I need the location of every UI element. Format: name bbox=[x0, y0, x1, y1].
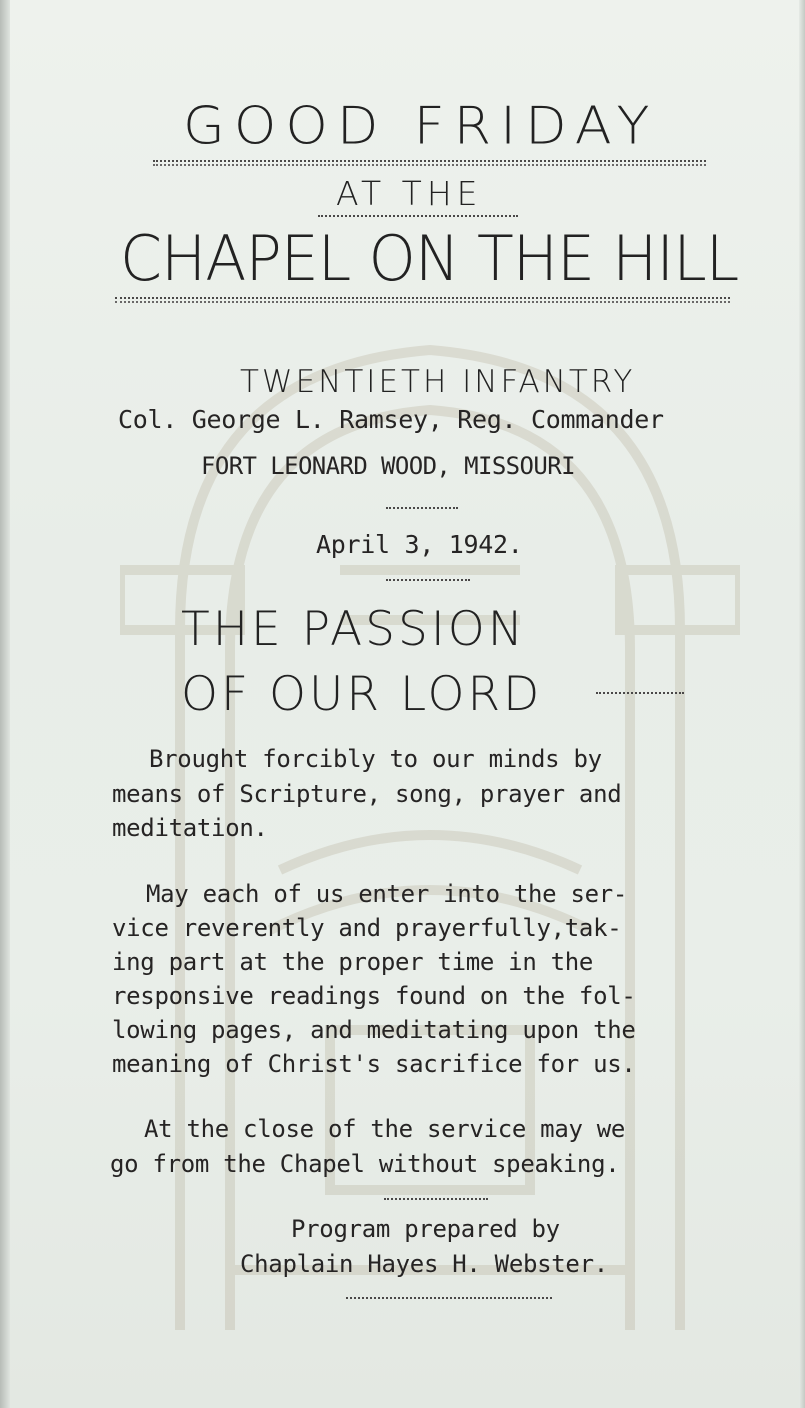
credit-line-1: Program prepared by bbox=[291, 1215, 560, 1243]
paragraph-2-line-6: meaning of Christ's sacrifice for us. bbox=[112, 1050, 636, 1078]
credit-rule bbox=[346, 1297, 552, 1299]
unit-location: FORT LEONARD WOOD, MISSOURI bbox=[201, 452, 575, 480]
heading-rule bbox=[596, 692, 684, 694]
date-rule bbox=[386, 579, 470, 581]
paragraph-2-line-4: responsive readings found on the fol- bbox=[112, 982, 636, 1010]
paragraph-1-line-2: means of Scripture, song, prayer and bbox=[112, 780, 622, 808]
title-chapel-on-the-hill: CHAPEL ON THE HILL bbox=[120, 222, 739, 295]
heading-the-passion: THE PASSION bbox=[181, 602, 526, 657]
paragraph-2-line-5: lowing pages, and meditating upon the bbox=[112, 1016, 636, 1044]
program-date: April 3, 1942. bbox=[316, 530, 523, 559]
title-at-the: AT THE bbox=[336, 174, 483, 213]
unit-commander: Col. George L. Ramsey, Reg. Commander bbox=[118, 405, 664, 434]
unit-name: TWENTIETH INFANTRY bbox=[240, 364, 636, 400]
paragraph-1-line-1: Brought forcibly to our minds by bbox=[149, 745, 602, 773]
title-good-friday: GOOD FRIDAY bbox=[183, 96, 659, 156]
heading-of-our-lord: OF OUR LORD bbox=[181, 667, 543, 722]
title-rule-2 bbox=[318, 215, 518, 217]
paragraph-2-line-2: vice reverently and prayerfully,tak- bbox=[112, 914, 622, 942]
title-rule-3 bbox=[115, 297, 730, 303]
paragraph-3-rule bbox=[384, 1198, 488, 1200]
paragraph-2-line-3: ing part at the proper time in the bbox=[112, 948, 594, 976]
paragraph-2-line-1: May each of us enter into the ser- bbox=[146, 880, 628, 908]
paper-edge-left bbox=[0, 0, 10, 1408]
paper-edge-right bbox=[799, 0, 805, 1408]
credit-line-2: Chaplain Hayes H. Webster. bbox=[240, 1250, 608, 1278]
paragraph-3-line-1: At the close of the service may we bbox=[144, 1115, 626, 1143]
paragraph-3-line-2: go from the Chapel without speaking. bbox=[110, 1150, 620, 1178]
unit-rule bbox=[386, 507, 458, 509]
title-rule-1 bbox=[153, 160, 706, 166]
paragraph-1-line-3: meditation. bbox=[112, 814, 268, 842]
